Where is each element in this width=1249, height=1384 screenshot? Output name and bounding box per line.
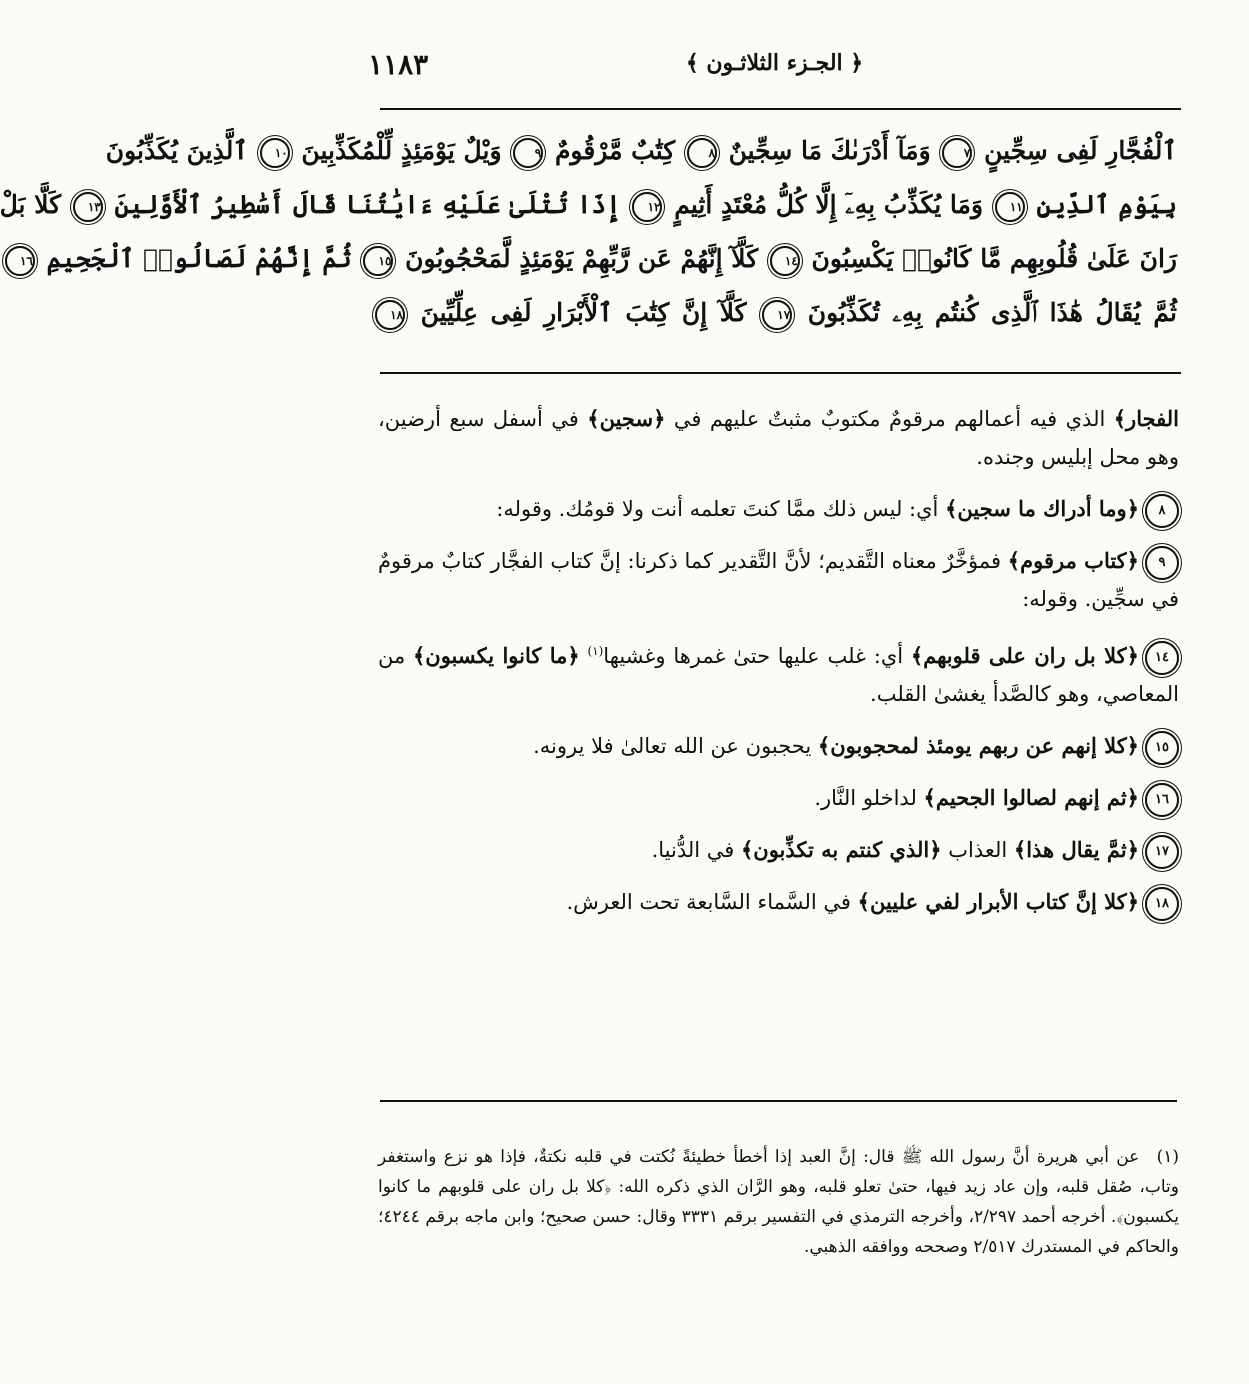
ayah-number-marker: ٧ [942,138,972,168]
ayah-number-marker: ٩ [513,138,543,168]
page-number: ١١٨٣ [368,48,429,81]
commentary-paragraph [378,831,1179,869]
verse-quote: ﴿الذي كنتم به تكذِّبون﴾ [740,837,942,862]
ayah-text: رَانَ عَلَىٰ قُلُوبِهِم مَّا كَانُوا۟ يَكْسِبُونَ [802,244,1177,273]
footnote-number: (١) [1156,1147,1179,1167]
ayah-number-marker: ١٦ [5,246,35,276]
verse-quote: ﴿وما أدراك ما سجين﴾ [945,496,1139,521]
verse-quote: ﴿كتاب مرقوم﴾ [1007,548,1139,573]
commentary-paragraph [378,727,1179,765]
ayah-number-marker: ١١ [995,192,1025,222]
ayah-number-marker: ١٢ [632,192,662,222]
ayah-text: كَلَّا بَلْ [0,190,62,219]
commentary-text: في الدُّنيا. [651,838,741,862]
verse-number-marker: ١٦ [1145,783,1179,817]
commentary-text: في أسفل سبع أرضين، وهو محل إبليس وجنده. [378,407,1179,469]
ayah-text: ثُمَّ إِنَّهُمْ لَصَالُوا۟ ٱلْجَحِيمِ [37,244,352,273]
ayah-text: وَيْلٌ يَوْمَئِذٍ لِّلْمُكَذِّبِينَ [292,136,502,165]
footnote [378,1142,1179,1262]
commentary-text: من المعاصي، وهو كالصَّدأ يغشىٰ القلب. [378,644,1179,706]
footnote-rule [380,1100,1177,1102]
commentary-paragraph [378,883,1179,921]
verse-number-marker: ١٧ [1145,835,1179,869]
ayah-text: إِذَا تُتْلَىٰ عَلَيْهِ ءَايَٰتُنَا قَالَ أَسَٰطِيرُ ٱلْأَوَّلِينَ [105,190,621,219]
ayah-number-marker: ١٠ [260,138,290,168]
ayah-number-marker: ١٤ [770,246,800,276]
commentary-text: لداخلو النَّار. [814,786,924,810]
ayah-number-marker: ١٣ [73,192,103,222]
commentary-text: فمؤخَّرٌ معناه التَّقديم؛ لأنَّ التَّقدير كما ذكرنا: إنَّ كتاب الفجَّار كتابٌ مرقومٌ في سجِّين. وقوله: [378,549,1179,611]
commentary-text: الذي فيه أعمالهم مرقومٌ مكتوبٌ مثبتٌ عليهم في [665,407,1114,431]
ayah-text: كِتَٰبٌ مَّرْقُومٌ [546,136,676,165]
ayah-text: كَلَّآ إِنَّهُمْ عَن رَّبِّهِمْ يَوْمَئِذٍ لَّمَحْجُوبُونَ [396,244,759,273]
footnote-text: عن أبي هريرة أنَّ رسول الله ﷺ قال: إنَّ العبد إذا أخطأ خطيئةً نُكتت في قلبه نكتةٌ، فإذا هو نزع واستغفر وتاب، صُقل قلبه، وإن عاد زيد فيها، حتىٰ تعلو قلبه، وهو الرَّان الذي ذكره الله: ﴿كلا بل ران على قلوبهم ما كانوا يكسبون﴾. أخرجه أحمد ٢/٢٩٧، وأخرجه الترمذي في التفسير برقم ٣٣٣١ وقال: حسن صحيح؛ وابن ماجه برقم ٤٢٤٤؛ والحاكم في المستدرك ٢/٥١٧ وصححه ووافقه الذهبي. [378,1147,1179,1257]
verse-quote: ﴿ما كانوا يكسبون﴾ [412,643,580,668]
ayah-text: وَمَا يُكَذِّبُ بِهِۦٓ إِلَّا كُلُّ مُعْتَدٍ أَثِيمٍ [665,190,984,219]
commentary-paragraph [378,632,1179,713]
verse-quote: ﴿كلا إنَّ كتاب الأبرار لفي عليين﴾ [857,889,1139,914]
commentary-block [378,400,1179,935]
verse-number-marker: ١٤ [1145,641,1179,675]
commentary-text: أي: غلب عليها حتىٰ غمرها وغشيها [603,644,911,668]
commentary-text: العذاب [941,838,1014,862]
ayah-text: ٱلْفُجَّارِ لَفِى سِجِّينٍ [975,136,1177,165]
header-rule [380,108,1181,110]
ayah-number-marker: ١٨ [375,300,405,330]
quran-line [0,178,1177,232]
page-header [368,48,1181,88]
ayah-text: ٱلَّذِينَ يُكَذِّبُونَ [105,136,248,165]
verse-quote: الفجار﴾ [1113,406,1180,431]
verse-quote: ﴿كلا إنهم عن ربهم يومئذ لمحجوبون﴾ [817,733,1139,758]
verse-number-marker: ٩ [1145,546,1179,580]
verse-number-marker: ١٥ [1145,731,1179,765]
quran-text-block [0,124,1177,340]
ayah-text: وَمَآ أَدْرَىٰكَ مَا سِجِّينٌ [719,136,931,165]
commentary-paragraph [378,490,1179,528]
quran-line [19,232,1177,286]
verse-quote: ﴿ثمَّ يقال هذا﴾ [1013,837,1139,862]
footnote-ref: (١) [587,644,604,658]
verse-quote: ﴿كلا بل ران على قلوبهم﴾ [910,643,1139,668]
verse-number-marker: ١٨ [1145,887,1179,921]
commentary-text: في السَّماء السَّابعة تحت العرش. [566,890,858,914]
running-title: ﴿ الجـزء الثلاثـون ﴾ [685,50,864,76]
quran-line [372,286,1177,340]
verse-quote: ﴿سجين﴾ [587,406,666,431]
ayah-text: كَلَّآ إِنَّ كِتَٰبَ ٱلْأَبْرَارِ لَفِى عِلِّيِّينَ [408,298,747,327]
quran-line [105,124,1177,178]
ayah-text: بِيَوْمِ ٱلدِّينِ [1027,190,1177,219]
verse-number-marker: ٨ [1145,494,1179,528]
commentary-paragraph [378,542,1179,618]
commentary-text: يحجبون عن الله تعالىٰ فلا يرونه. [533,734,818,758]
commentary-paragraph [378,400,1179,476]
commentary-paragraph [378,779,1179,817]
quran-bottom-rule [380,372,1181,374]
verse-quote: ﴿ثم إنهم لصالوا الجحيم﴾ [923,785,1139,810]
commentary-text: أي: ليس ذلك ممَّا كنتَ تعلمه أنت ولا قومُك. وقوله: [496,497,946,521]
ayah-number-marker: ١٧ [762,300,792,330]
ayah-number-marker: ١٥ [363,246,393,276]
ayah-number-marker: ٨ [687,138,717,168]
ayah-text: ثُمَّ يُقَالُ هَٰذَا ٱلَّذِى كُنتُم بِهِۦ تُكَذِّبُونَ [795,298,1177,327]
